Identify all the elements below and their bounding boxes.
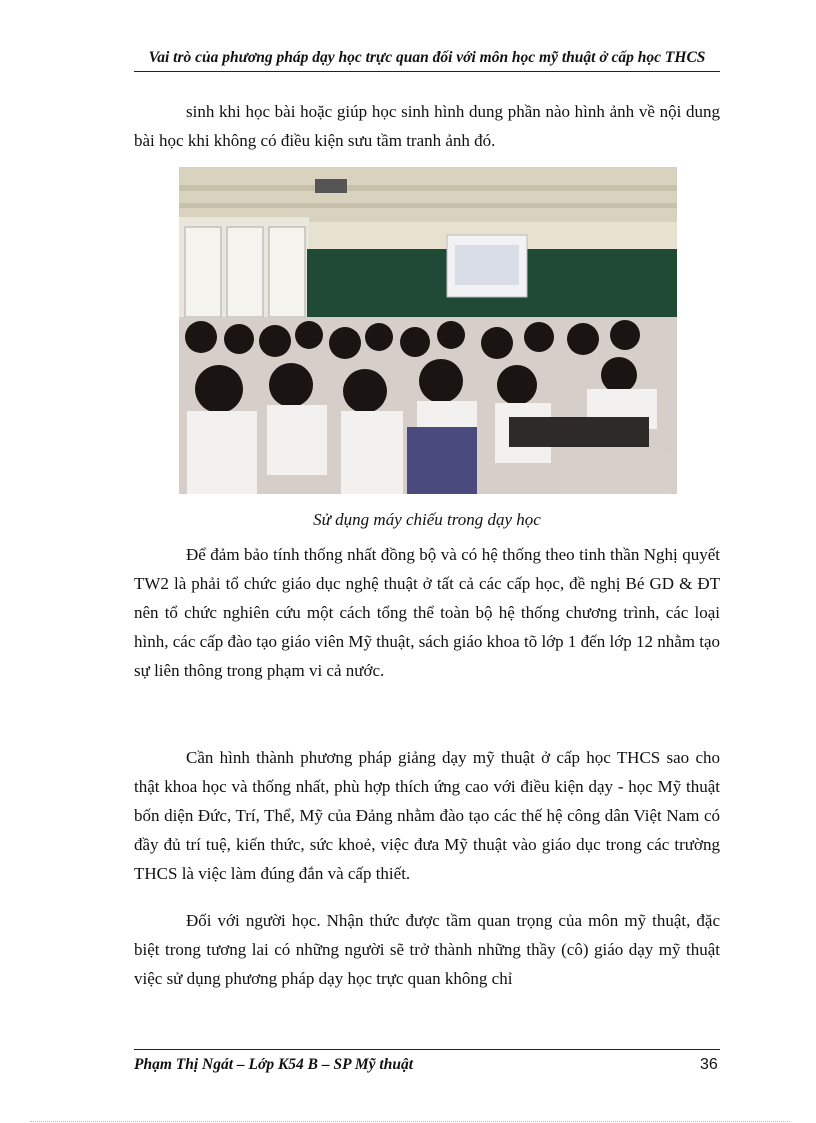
classroom-projector-photo	[179, 167, 677, 494]
page-number: 36	[700, 1056, 718, 1073]
paragraph-3: Đối với người học. Nhận thức được tầm quan trọng của môn mỹ thuật, đặc biệt trong tương lai có những người sẽ trở thành những thầy (cô) giáo dạy mỹ thuật việc sử dụng phương pháp dạy học trực quan không chỉ	[134, 911, 720, 988]
paragraph-2: Cần hình thành phương pháp giảng dạy mỹ thuật ở cấp học THCS sao cho thật khoa học và thống nhất, phù hợp thích ứng cao với điều kiện dạy - học Mỹ thuật bốn diện Đức, Trí, Thể, Mỹ của Đảng nhằm đào tạo các thế hệ công dân Việt Nam có đầy đủ trí tuệ, kiến thức, sức khoẻ, việc đưa Mỹ thuật vào giáo dục trong các trường THCS là việc làm đúng đắn và cấp thiết.	[134, 748, 720, 883]
footer-divider	[134, 1049, 720, 1050]
figure-caption: Sử dụng máy chiếu trong dạy học	[313, 510, 541, 529]
footer-author: Phạm Thị Ngát – Lớp K54 B – SP Mỹ thuật	[134, 1056, 414, 1073]
header-divider	[134, 71, 720, 72]
page-header-title: Vai trò của phương pháp dạy học trực quan đối với môn học mỹ thuật ở cấp học THCS	[148, 49, 706, 66]
intro-paragraph: sinh khi học bài hoặc giúp học sinh hình dung phần nào hình ảnh về nội dung bài học khi không có điều kiện sưu tầm tranh ảnh đó.	[134, 102, 720, 150]
page-edge-dotted-line	[30, 1121, 790, 1122]
paragraph-1: Để đảm bảo tính thống nhất đồng bộ và có hệ thống theo tinh thần Nghị quyết TW2 là phải tổ chức giáo dục nghệ thuật ở tất cả các cấp học, đề nghị Bé GD & ĐT nên tổ chức nghiên cứu một cách tổng thể toàn bộ hệ thống chương trình, các loại hình, các cấp đào tạo giáo viên Mỹ thuật, sách giáo khoa tõ lớp 1 đến lớp 12 nhằm tạo sự liên thông trong phạm vi cả nước.	[134, 545, 720, 680]
